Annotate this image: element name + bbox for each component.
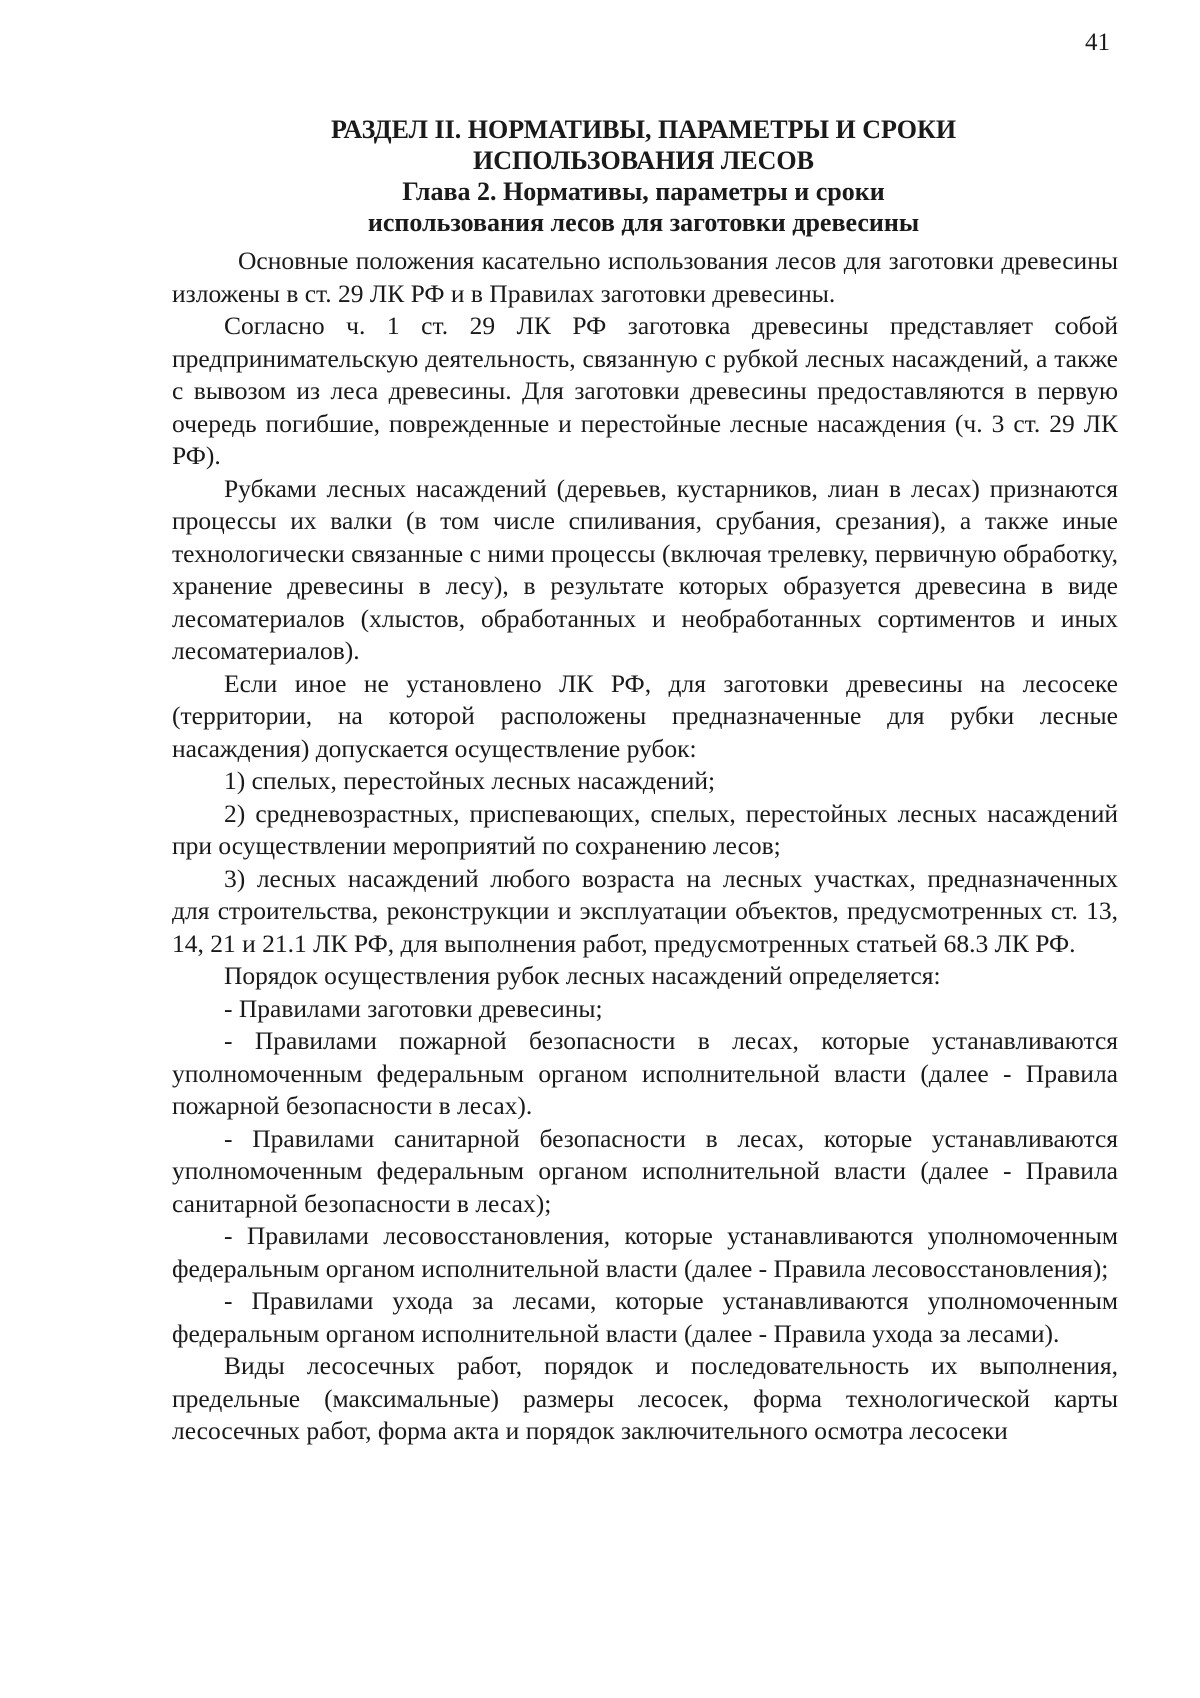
paragraph-logging-definition: Рубками лесных насаждений (деревьев, кустарников, лиан в лесах) признаются процессы их валки (в том числе спиливания, срубания, срезания), а также иные технологически связанные с ними процессы (включая трелевку, первичную обработку, хранение древесины в лесу), в результате которых образуется древесина в виде лесоматериалов (хлыстов, обработанных и необработанных сортиментов и иных лесоматериалов). <box>172 473 1118 665</box>
paragraph-intro: Основные положения касательно использования лесов для заготовки древесины изложены в ст. 29 ЛК РФ и в Правилах заготовки древесины. <box>172 246 1118 308</box>
rule-item-harvesting: - Правилами заготовки древесины; <box>224 993 603 1023</box>
list-item-3: 3) лесных насаждений любого возраста на лесных участках, предназначенных для строительства, реконструкции и эксплуатации объектов, предусмотренных ст. 13, 14, 21 и 21.1 ЛК РФ, для выполнения работ, предусмотренных статьей 68.3 ЛК РФ. <box>172 863 1118 958</box>
rule-item-reforestation: - Правилами лесовосстановления, которые устанавливаются уполномоченным федеральным органом исполнительной власти (далее - Правила лесовосстановления); <box>172 1221 1118 1283</box>
chapter-title-line-2: использования лесов для заготовки древесины <box>367 208 920 237</box>
chapter-title-line-1: Глава 2. Нормативы, параметры и сроки <box>402 177 885 206</box>
rule-item-sanitary-safety: - Правилами санитарной безопасности в лесах, которые устанавливаются уполномоченным федеральным органом исполнительной власти (далее - Правила санитарной безопасности в лесах); <box>172 1123 1118 1218</box>
section-title-line-2: ИСПОЛЬЗОВАНИЯ ЛЕСОВ <box>473 146 814 175</box>
list-item-1: 1) спелых, перестойных лесных насаждений; <box>224 766 716 795</box>
section-title-line-1: РАЗДЕЛ II. НОРМАТИВЫ, ПАРАМЕТРЫ И СРОКИ <box>330 115 957 144</box>
body-text <box>172 245 1118 1448</box>
page-number: 41 <box>1085 29 1110 56</box>
paragraph-allowed-logging: Если иное не установлено ЛК РФ, для заготовки древесины на лесосеке (территории, на которой расположены предназначенные для рубки лесные насаждения) допускается осуществление рубок: <box>172 668 1118 763</box>
paragraph-logging-works: Виды лесосечных работ, порядок и последовательность их выполнения, предельные (максимальные) размеры лесосек, форма технологической карты лесосечных работ, форма акта и порядок заключительного осмотра лесосеки <box>172 1351 1118 1445</box>
list-item-2: 2) средневозрастных, приспевающих, спелых, перестойных лесных насаждений при осуществлении мероприятий по сохранению лесов; <box>172 798 1118 860</box>
rule-item-fire-safety: - Правилами пожарной безопасности в лесах, которые устанавливаются уполномоченным федеральным органом исполнительной власти (далее - Правила пожарной безопасности в лесах). <box>172 1026 1118 1120</box>
rule-item-forest-care: - Правилами ухода за лесами, которые устанавливаются уполномоченным федеральным органом исполнительной власти (далее - Правила ухода за лесами). <box>172 1286 1118 1348</box>
paragraph-procedure: Порядок осуществления рубок лесных насаждений определяется: <box>224 961 941 990</box>
heading-block <box>172 114 1115 238</box>
paragraph-definition: Согласно ч. 1 ст. 29 ЛК РФ заготовка древесины представляет собой предпринимательскую деятельность, связанную с рубкой лесных насаждений, а также с вывозом из леса древесины. Для заготовки древесины предоставляются в первую очередь погибшие, поврежденные и перестойные лесные насаждения (ч. 3 ст. 29 ЛК РФ). <box>172 311 1118 470</box>
